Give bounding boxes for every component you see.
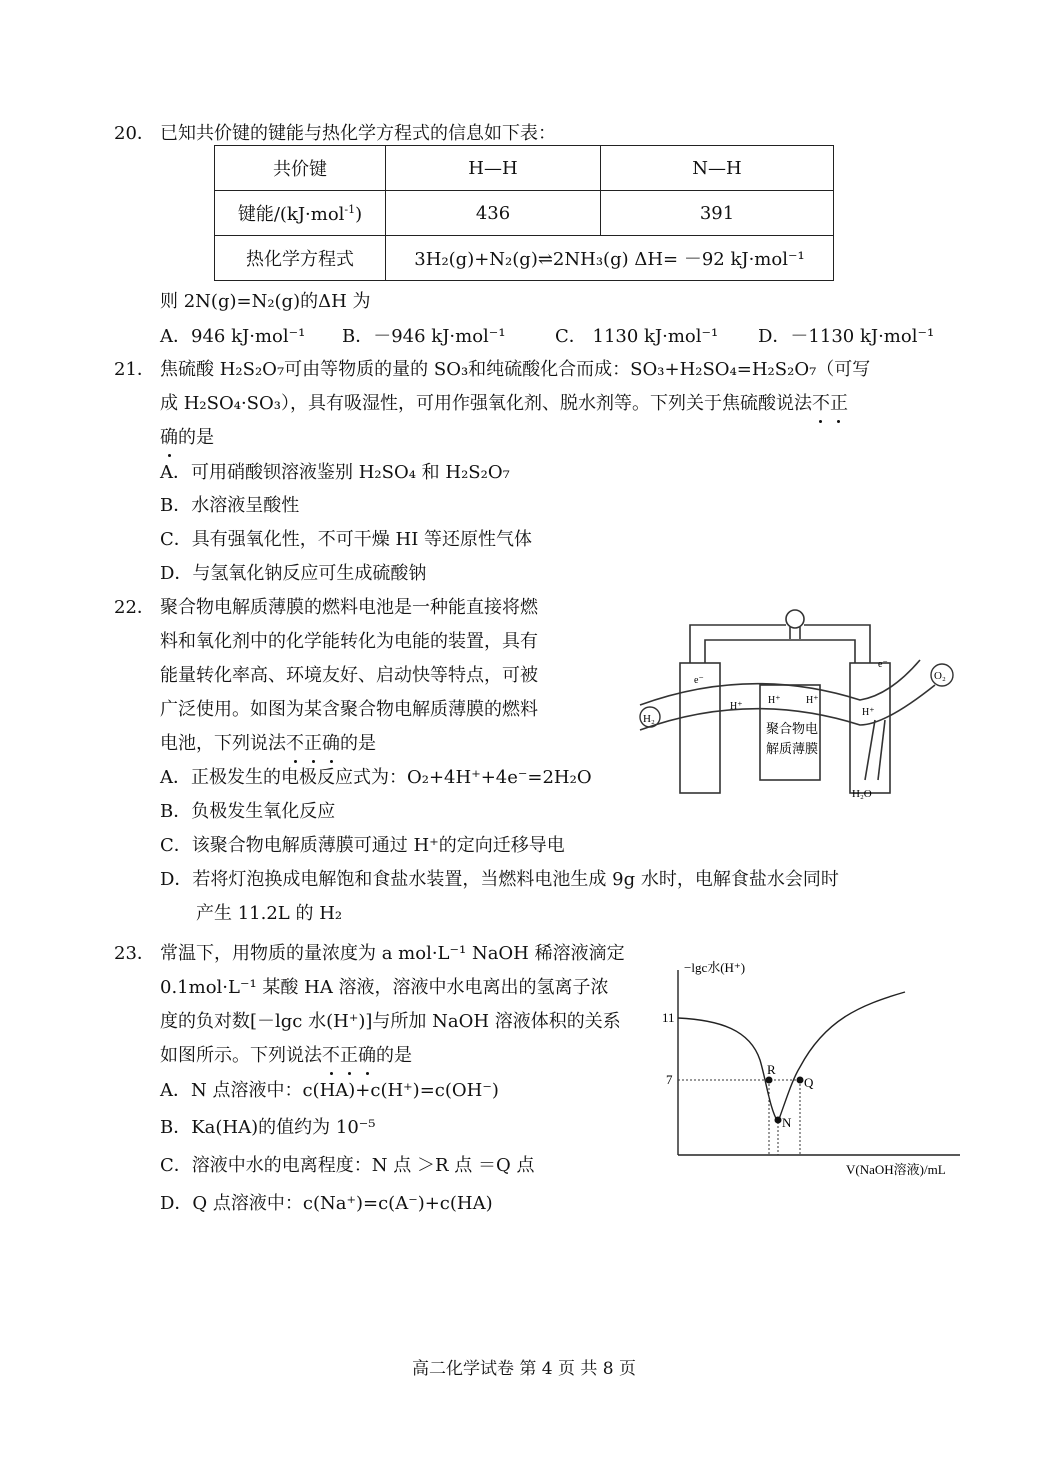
option-c: C． 1130 kJ·mol⁻¹ [555,326,719,347]
emphasis-char: 确 [160,427,178,448]
y-tick-label: 11 [662,1010,675,1025]
x-axis-label: V(NaOH溶液)/mL [846,1162,946,1177]
y-axis-label: −lgc水(H⁺) [684,960,746,975]
fuel-cell-diagram [630,605,960,805]
option-b: B．水溶液呈酸性 [160,495,300,516]
question-stem-line: 0.1mol·L⁻¹ 某酸 HA 溶液，溶液中水电离出的氢离子浓 [160,977,609,998]
emphasis-char: 确 [322,733,340,754]
option-d: D．Q 点溶液中：c(Na⁺)=c(A⁻)+c(HA) [160,1193,493,1214]
option-c: C．溶液中水的电离程度：N 点 ＞R 点 ＝Q 点 [160,1155,535,1176]
question-stem-line: 度的负对数[－lgc 水(H⁺)]与所加 NaOH 溶液体积的关系 [160,1011,621,1032]
emphasis-char: 不 [811,393,830,414]
titration-chart [660,950,980,1180]
o2-label: O₂ [934,670,946,682]
bond-energy-label: 键能/(kJ·mol [237,204,345,225]
question-stem-line: 能量转化率高、环境友好、启动快等特点，可被 [160,665,538,686]
table-row-label [215,191,386,236]
option-d: D．若将灯泡换成电解饱和食盐水装置，当燃料电池生成 9g 水时，电解食盐水会同时 [160,869,839,890]
stem-text: 电池，下列说法 [160,733,286,754]
option-c: C．该聚合物电解质薄膜可通过 H⁺的定向迁移导电 [160,835,565,856]
proton-label: H⁺ [806,695,819,706]
stem-text: 的是 [178,427,214,448]
proton-label: H⁺ [862,707,875,718]
emphasis-char: 正 [340,1045,358,1066]
emphasis-char: 不 [286,733,304,754]
question-stem-line: 聚合物电解质薄膜的燃料电池是一种能直接将燃 [160,597,538,618]
stem-text: 的是 [376,1045,412,1066]
option-a: A．正极发生的电极反应式为：O₂+4H⁺+4e⁻=2H₂O [160,767,592,788]
h2o-label: H₂O [852,788,872,800]
page-footer: 高二化学试卷 第 4 页 共 8 页 [411,1359,637,1379]
thermochemical-equation: 3H₂(g)+N₂(g)⇌2NH₃(g) ΔH= －92 kJ·mol⁻¹ [386,236,834,281]
table-header-cell: N—H [601,146,834,191]
stem-text: 的是 [340,733,376,754]
emphasis-char: 不 [322,1045,340,1066]
option-c: C．具有强氧化性，不可干燥 HI 等还原性气体 [160,529,533,550]
table-cell: 436 [386,191,601,236]
question-number: 21． [114,359,155,380]
emphasis-char: 确 [358,1045,376,1066]
stem-text: 成 H₂SO₄·SO₃），具有吸湿性，可用作强氧化剂、脱水剂等。下列关于焦硫酸说法 [160,393,812,414]
point-q-label: Q [804,1075,814,1090]
option-d: D．与氢氧化钠反应可生成硫酸钠 [160,563,427,584]
table-header-cell: 共价键 [215,146,386,191]
question-stem-line: 常温下，用物质的量浓度为 a mol·L⁻¹ NaOH 稀溶液滴定 [160,943,625,964]
emphasis-char: 正 [304,733,322,754]
option-a: A．可用硝酸钡溶液鉴别 H₂SO₄ 和 H₂S₂O₇ [160,462,510,483]
question-stem-line: 料和氧化剂中的化学能转化为电能的装置，具有 [160,631,538,652]
question-stem-line [160,732,376,756]
proton-label: H⁺ [768,695,781,706]
question-number: 23． [114,943,155,964]
bond-energy-table [214,145,834,281]
titration-curve [678,992,905,1122]
option-a: A．946 kJ·mol⁻¹ [160,326,306,347]
point-n-label: N [782,1115,792,1130]
option-b: B．－946 kJ·mol⁻¹ [342,326,506,347]
question-number: 20． [114,123,155,144]
point-r-marker [766,1077,773,1084]
h2-label: H₂ [643,713,655,725]
question-stem-line: 广泛使用。如图为某含聚合物电解质薄膜的燃料 [160,699,538,720]
option-a: A．N 点溶液中：c(HA)+c(H⁺)=c(OH⁻) [160,1080,499,1101]
option-b: B．负极发生氧化反应 [160,801,336,822]
question-stem: 已知共价键的键能与热化学方程式的信息如下表： [160,123,556,144]
emphasis-char: 正 [829,393,848,414]
question-stem-line: 焦硫酸 H₂S₂O₇可由等物质的量的 SO₃和纯硫酸化合而成：SO₃+H₂SO₄=H₂S₂O₇（可写 [160,359,871,380]
membrane-label: 聚合物电 [766,721,819,736]
membrane-label: 解质薄膜 [766,741,819,756]
table-cell: 391 [601,191,834,236]
bond-energy-label-close: ) [355,204,363,225]
option-b: B．Ka(HA)的值约为 10⁻⁵ [160,1117,376,1138]
question-stem-line [160,1044,412,1068]
point-r-label: R [767,1062,776,1077]
y-tick-label: 7 [666,1072,673,1087]
unit-superscript: -1 [344,203,356,216]
option-d: D．－1130 kJ·mol⁻¹ [758,326,935,347]
question-stem-line [160,426,214,450]
question-stem-line [160,392,848,416]
question-ask: 则 2N(g)=N₂(g)的ΔH 为 [160,291,371,312]
point-n-marker [775,1117,782,1124]
electron-label: e⁻ [694,675,704,686]
point-q-marker [797,1077,804,1084]
electron-label: e⁻ [878,659,888,670]
bulb-icon [786,610,804,628]
option-d-continued: 产生 11.2L 的 H₂ [196,903,343,924]
proton-label: H⁺ [730,701,743,712]
table-header-cell: H—H [386,146,601,191]
question-number: 22． [114,597,155,618]
table-row-label: 热化学方程式 [215,236,386,281]
stem-text: 如图所示。下列说法 [160,1045,322,1066]
